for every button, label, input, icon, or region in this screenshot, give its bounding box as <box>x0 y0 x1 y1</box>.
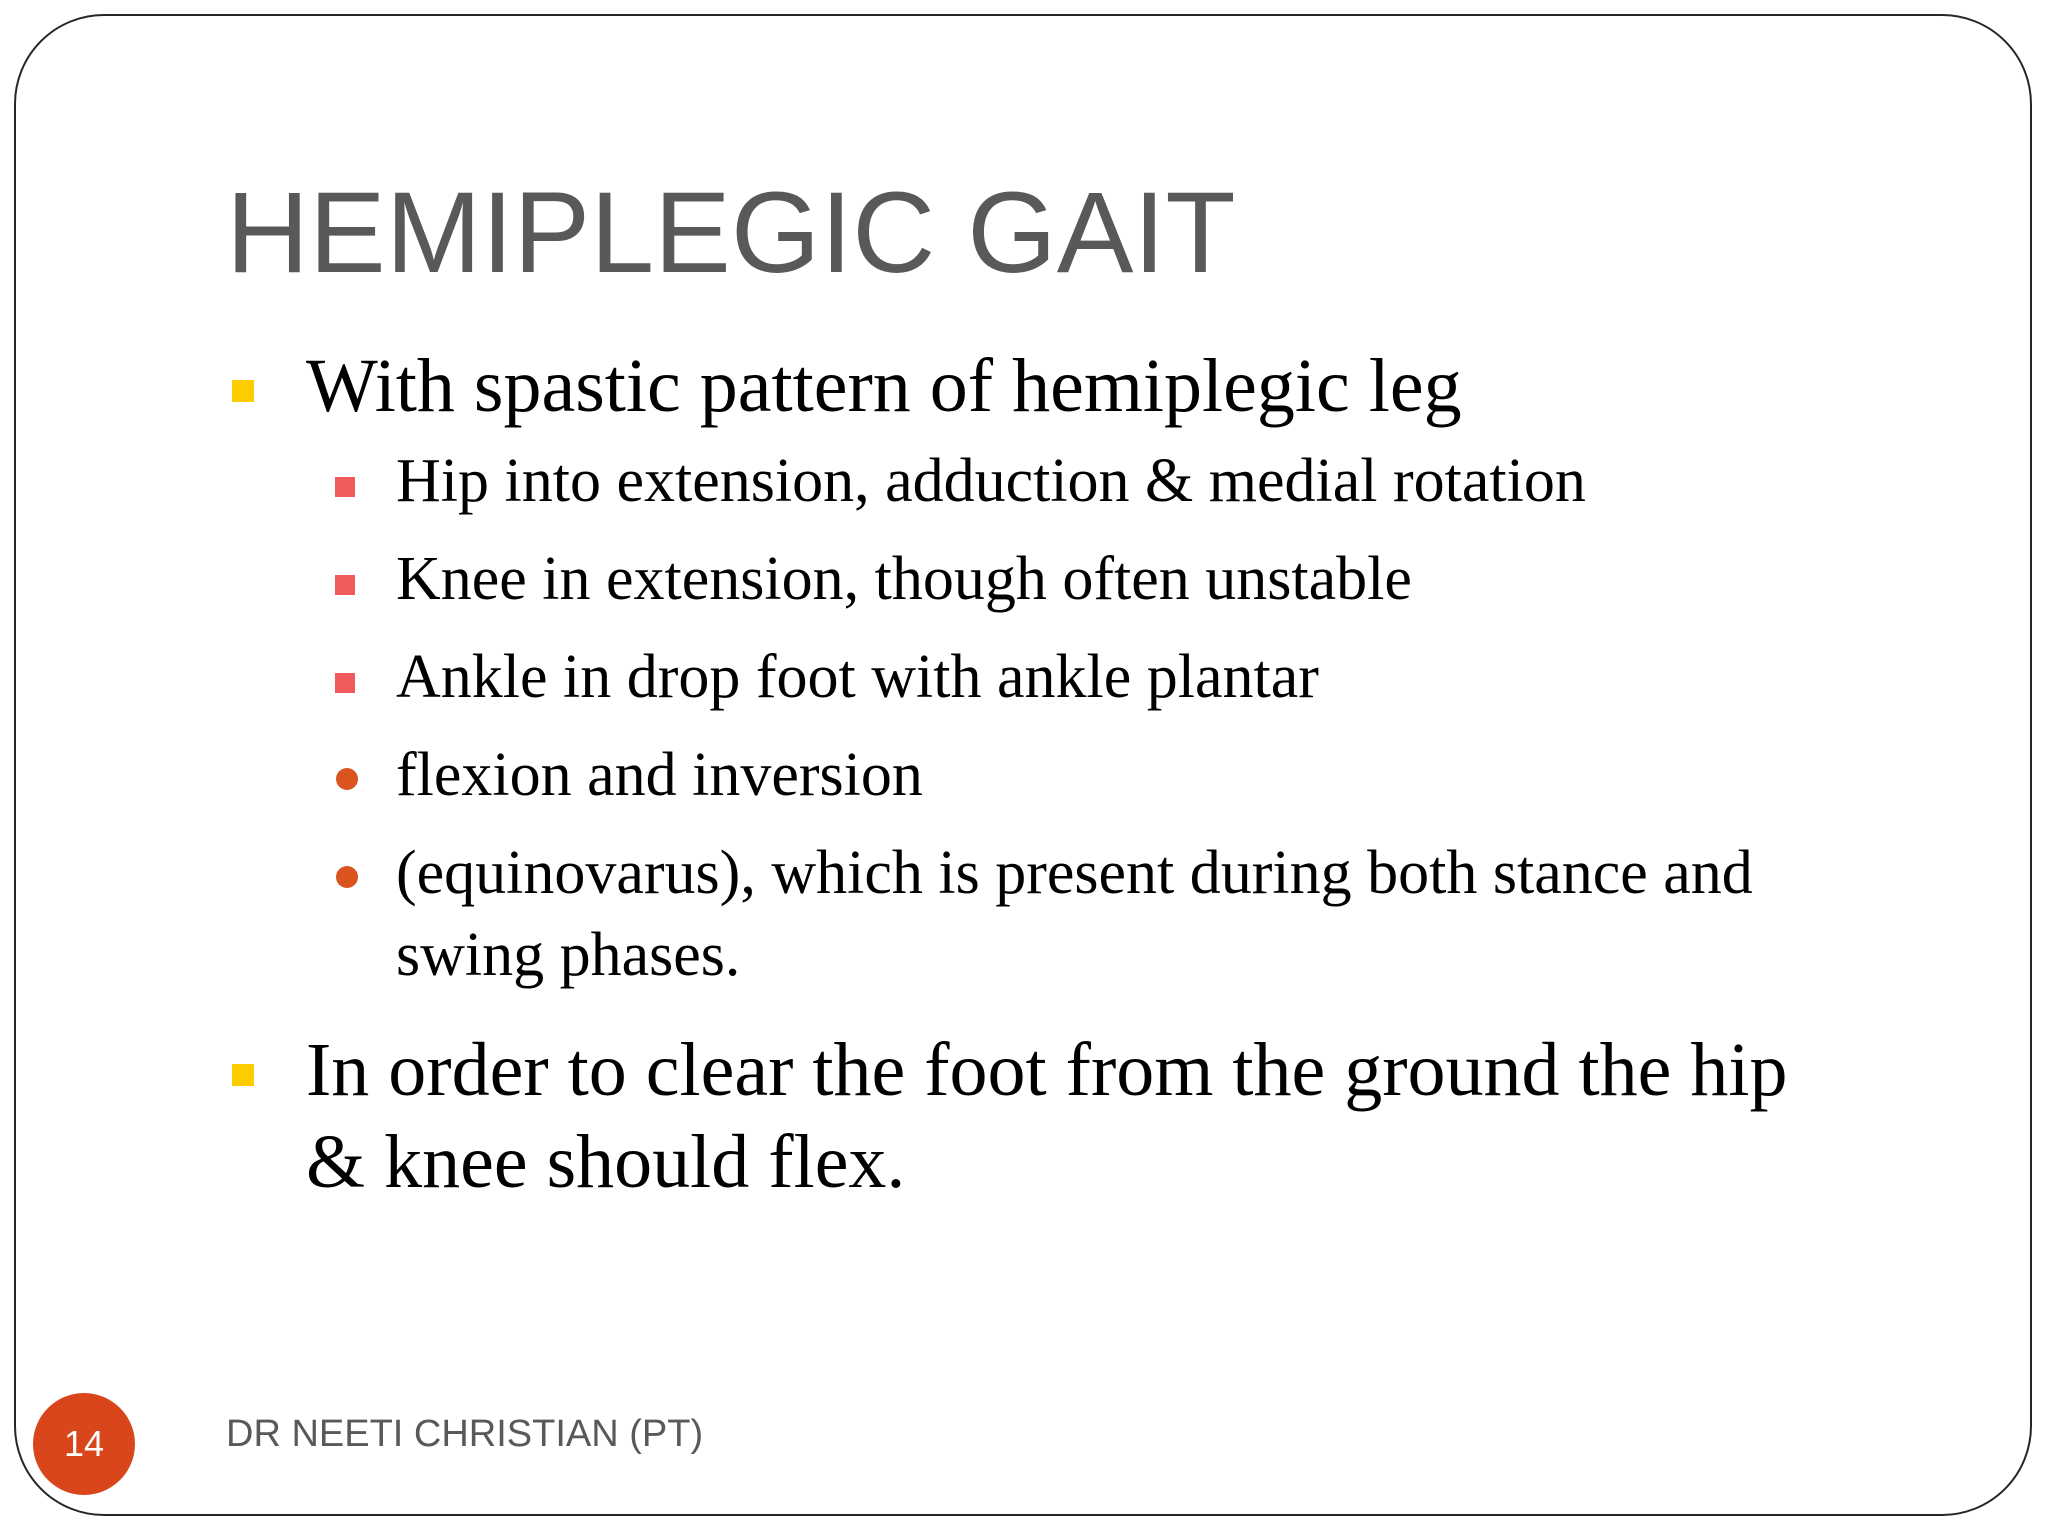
page-number-badge: 14 <box>33 1393 135 1495</box>
sub-bullet-text: (equinovarus), which is present during both stance and swing phases. <box>396 839 1753 989</box>
square-bullet-icon <box>335 673 355 693</box>
round-bullet-icon <box>336 768 358 790</box>
bullet-text: With spastic pattern of hemiplegic leg <box>306 344 1462 428</box>
sub-bullet-text: Ankle in drop foot with ankle plantar <box>396 643 1319 711</box>
sub-bullet <box>226 538 1846 620</box>
sub-bullet <box>226 636 1846 718</box>
slide-content <box>226 340 1846 1208</box>
sub-bullet-text: Knee in extension, though often unstable <box>396 545 1412 613</box>
bullet-text: In order to clear the foot from the ground the hip & knee should flex. <box>306 1028 1788 1204</box>
footer-author: DR NEETI CHRISTIAN (PT) <box>226 1413 704 1455</box>
square-bullet-icon <box>335 575 355 595</box>
round-bullet-icon <box>336 866 358 888</box>
square-bullet-icon <box>232 380 254 402</box>
sub-bullet <box>226 832 1846 996</box>
square-bullet-icon <box>232 1064 254 1086</box>
sub-bullet-text: Hip into extension, adduction & medial rotation <box>396 447 1586 515</box>
bullet-level1 <box>226 1024 1846 1208</box>
slide-title: HEMIPLEGIC GAIT <box>226 169 1236 297</box>
bullet-level1 <box>226 340 1846 432</box>
sub-bullet <box>226 440 1846 522</box>
sub-bullet-text: flexion and inversion <box>396 741 923 809</box>
square-bullet-icon <box>335 477 355 497</box>
sub-bullet <box>226 734 1846 816</box>
